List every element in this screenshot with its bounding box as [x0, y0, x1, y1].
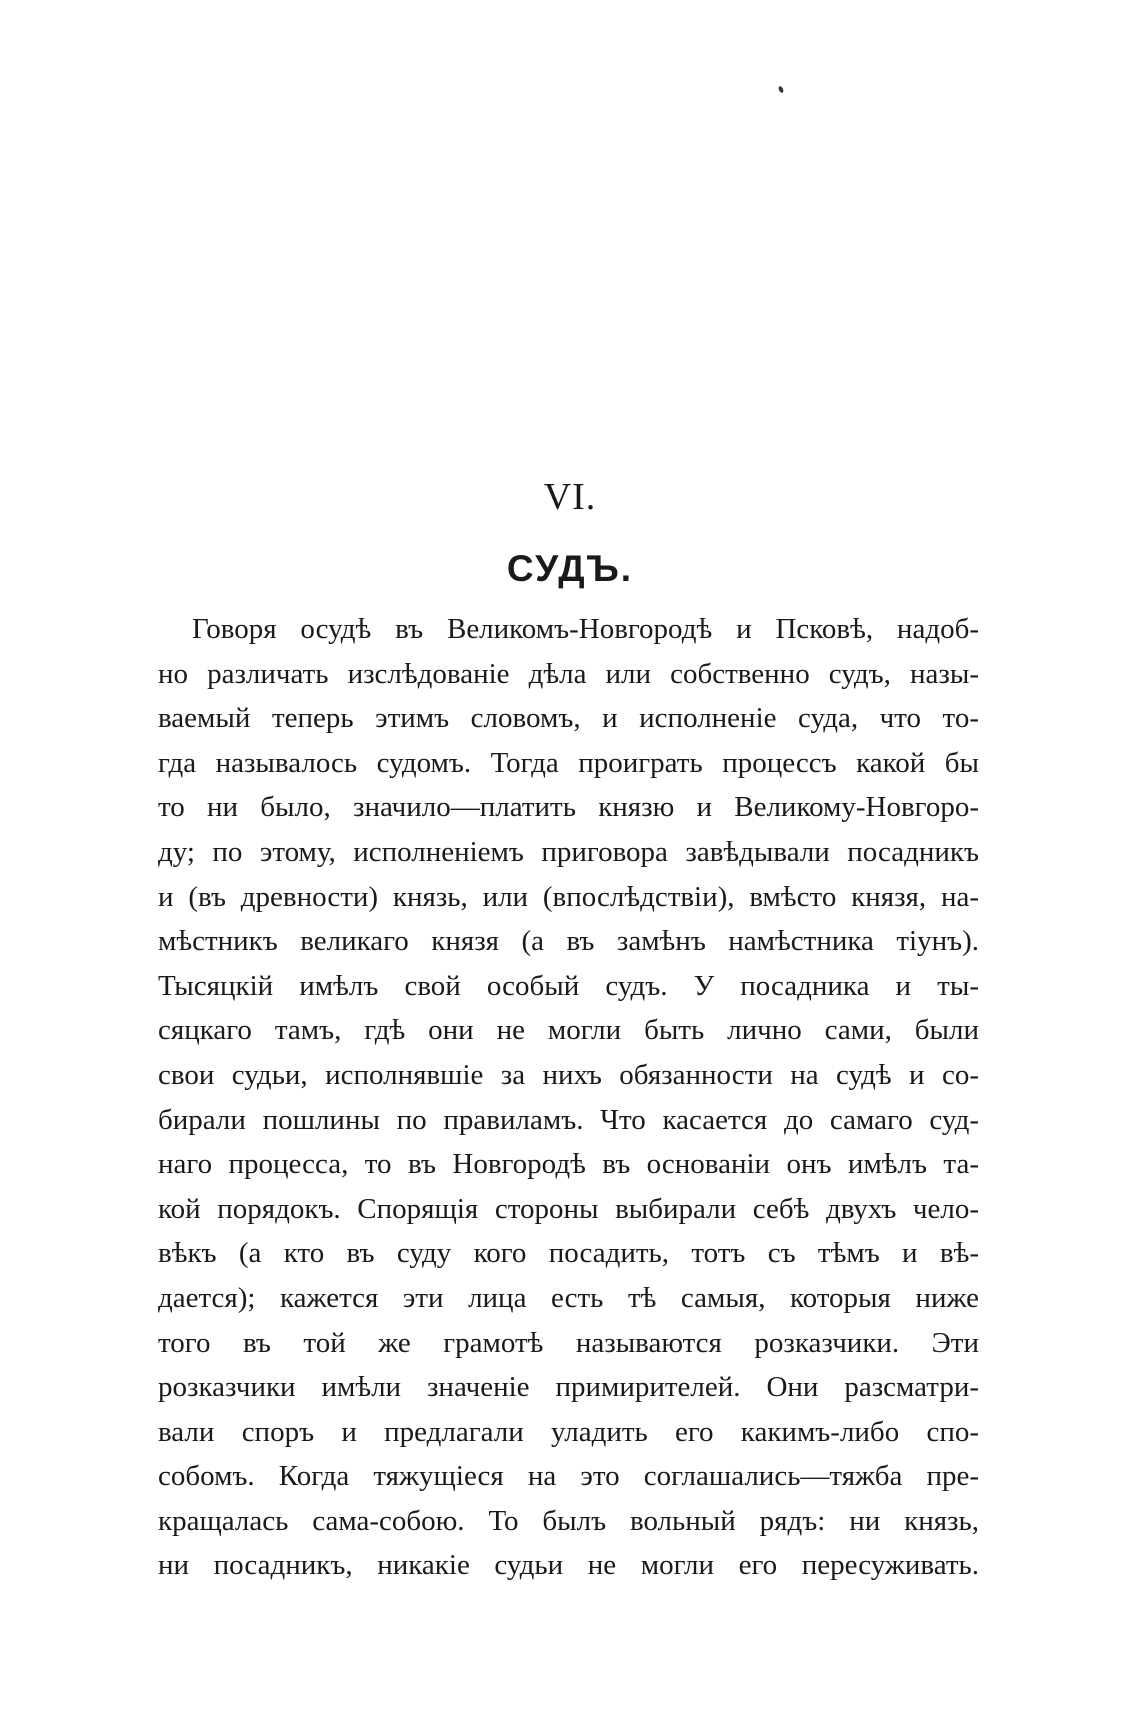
text-line: ни посадникъ, никакіе судьи не могли его пересуживать.: [158, 1549, 979, 1582]
text-line: кращалась сама-собою. То былъ вольный рядъ: ни князь,: [158, 1504, 979, 1537]
text-line: то ни было, значило—платить князю и Великому-Новгоро-: [158, 791, 979, 824]
body-paragraph: [158, 607, 979, 1588]
text-line: и (въ древности) князь, или (впослѣдствіи), вмѣсто князя, на-: [158, 880, 979, 913]
text-line: собомъ. Когда тяжущіеся на это соглашались—тяжба пре-: [158, 1460, 979, 1493]
text-line: кой порядокъ. Спорящія стороны выбирали себѣ двухъ чело-: [158, 1192, 979, 1225]
text-line: вали споръ и предлагали уладить его какимъ-либо спо-: [158, 1415, 979, 1448]
text-line: Говоря осудѣ въ Великомъ-Новгородѣ и Псковѣ, надоб-: [192, 613, 979, 645]
text-line: вѣкъ (а кто въ суду кого посадить, тотъ съ тѣмъ и вѣ-: [158, 1237, 979, 1270]
text-line: бирали пошлины по правиламъ. Что касается до самаго суд-: [158, 1103, 979, 1136]
text-line: Тысяцкій имѣлъ свой особый судъ. У посадника и ты-: [158, 969, 979, 1002]
text-line: ду; по этому, исполненіемъ приговора завѣдывали посадникъ: [158, 835, 979, 868]
chapter-title: СУДЪ.: [506, 548, 634, 589]
text-line: но различать изслѣдованіе дѣла или собственно судъ, назы-: [158, 657, 979, 690]
text-line: гда называлось судомъ. Тогда проиграть процессъ какой бы: [158, 746, 979, 779]
text-line: ваемый теперь этимъ словомъ, и исполненіе суда, что то-: [158, 702, 979, 735]
chapter-number: VI.: [543, 476, 597, 518]
text-line: наго процесса, то въ Новгородѣ въ основаніи онъ имѣлъ та-: [158, 1148, 979, 1181]
text-line: мѣстникъ великаго князя (а въ замѣнъ намѣстника тіунъ).: [158, 925, 979, 958]
text-line: розказчики имѣли значеніе примирителей. Они разсматри-: [158, 1371, 979, 1404]
text-line: свои судьи, исполнявшіе за нихъ обязанности на судѣ и со-: [158, 1058, 979, 1091]
text-line: сяцкаго тамъ, гдѣ они не могли быть лично сами, были: [158, 1014, 979, 1047]
text-line: дается); кажется эти лица есть тѣ самыя, которыя ниже: [158, 1281, 979, 1314]
ink-speck: [778, 85, 785, 93]
text-line: того въ той же грамотѣ называются розказчики. Эти: [158, 1326, 979, 1359]
